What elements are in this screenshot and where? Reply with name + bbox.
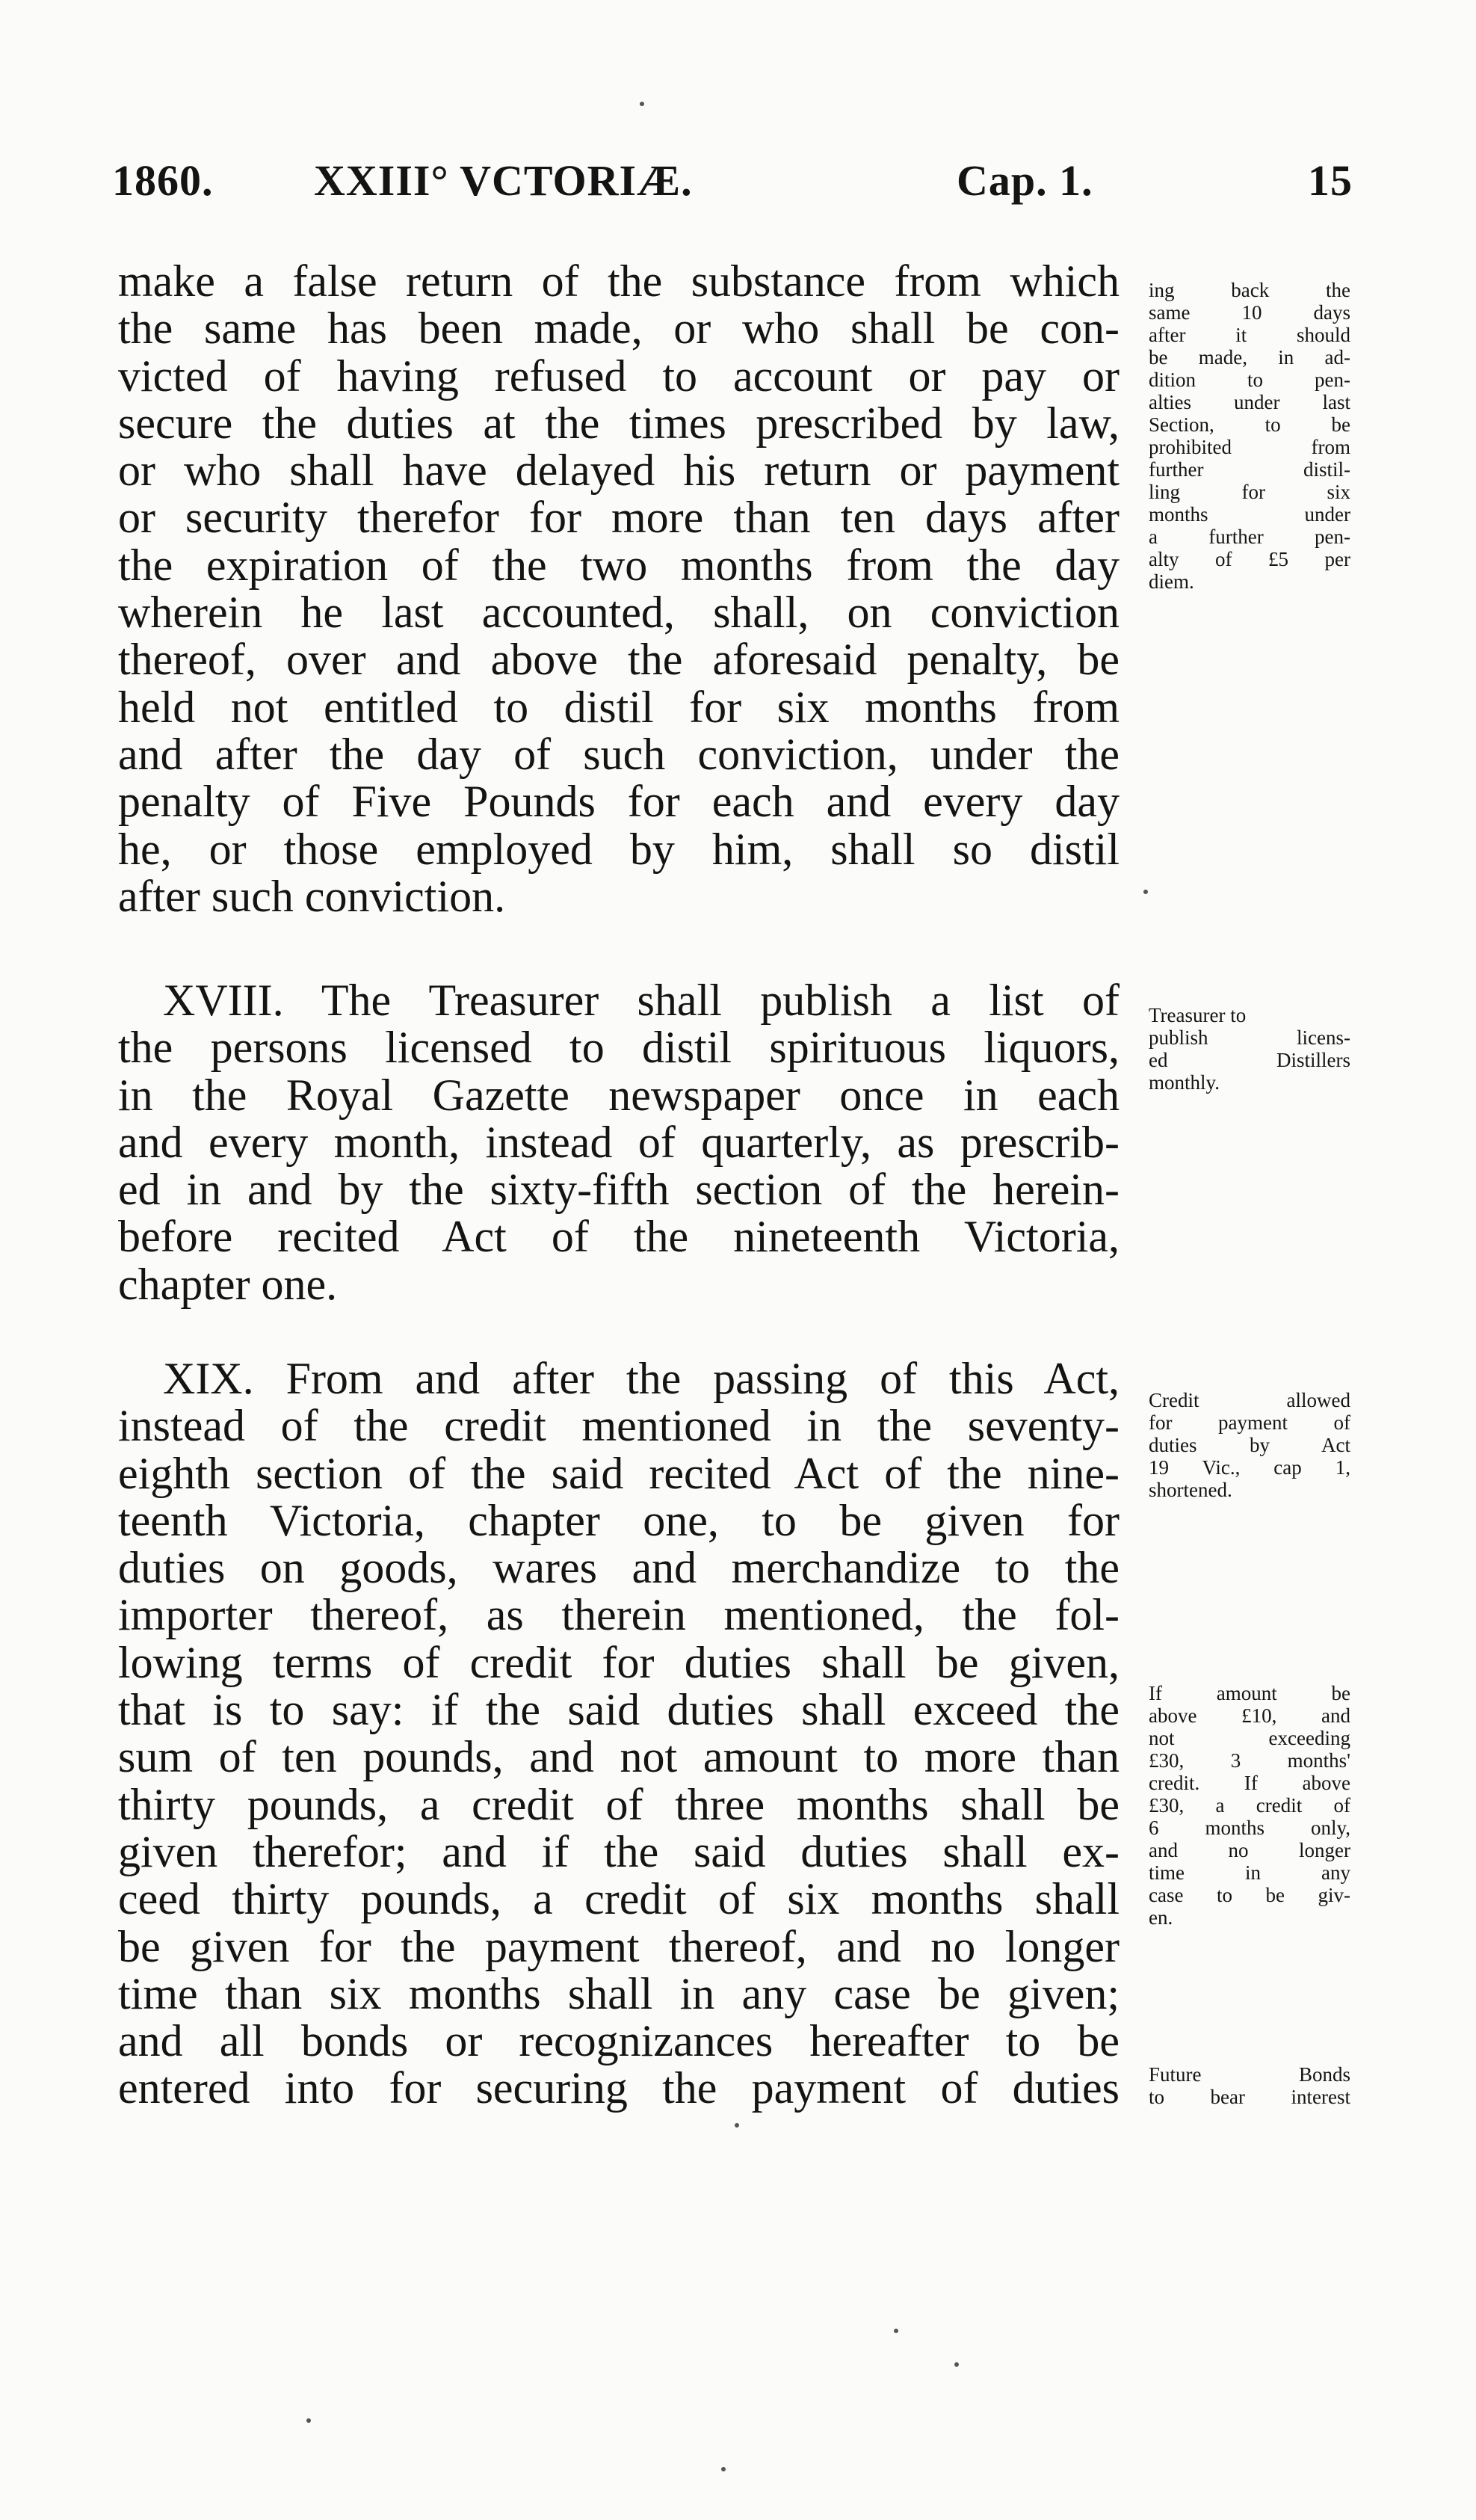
text-line: be given for the payment thereof, and no longer (118, 1921, 1120, 1971)
note-line: alties under last (1149, 391, 1350, 413)
header-year: 1860. (112, 156, 214, 205)
note-line: a further pen- (1149, 526, 1350, 548)
text-line: XVIII. The Treasurer shall publish a list of (163, 976, 1120, 1025)
text-line: ceed thirty pounds, a credit of six months shall (118, 1874, 1120, 1924)
note-line: further distil- (1149, 458, 1350, 481)
text-line: sum of ten pounds, and not amount to more than (118, 1732, 1120, 1782)
scan-speck (306, 2418, 311, 2423)
marginal-note-treasurer-publish (1149, 1004, 1350, 1094)
text-line: entered into for securing the payment of duties (118, 2063, 1120, 2113)
note-line: £30, 3 months' (1149, 1749, 1350, 1772)
note-line: If amount be (1149, 1682, 1350, 1704)
note-line: same 10 days (1149, 301, 1350, 324)
text-line: wherein he last accounted, shall, on conviction (118, 588, 1120, 638)
text-line: in the Royal Gazette newspaper once in each (118, 1070, 1120, 1120)
text-line: duties on goods, wares and merchandize to the (118, 1543, 1120, 1593)
text-line: or security therefor for more than ten days after (118, 493, 1120, 543)
note-line: Treasurer to (1149, 1004, 1247, 1026)
text-line: before recited Act of the nineteenth Victoria, (118, 1212, 1120, 1262)
note-line: time in any (1149, 1861, 1350, 1884)
note-line: Future Bonds (1149, 2063, 1350, 2086)
text-line: after such conviction. (118, 871, 506, 921)
note-line: en. (1149, 1906, 1173, 1929)
note-line: for payment of (1149, 1411, 1350, 1434)
running-header (112, 155, 1353, 215)
note-line: after it should (1149, 324, 1350, 346)
section-xviii (118, 977, 1120, 1308)
scan-speck (954, 2362, 959, 2367)
text-line: time than six months shall in any case be given; (118, 1968, 1120, 2018)
header-title: XXIII° VCTORIÆ. (314, 156, 693, 205)
note-line: alty of £5 per (1149, 548, 1350, 570)
text-line: and every month, instead of quarterly, as prescrib- (118, 1117, 1120, 1167)
text-line: held not entitled to distil for six months from (118, 682, 1120, 732)
note-line: publish licens- (1149, 1026, 1350, 1049)
note-line: above £10, and (1149, 1704, 1350, 1727)
text-line: given therefor; and if the said duties shall ex- (118, 1826, 1120, 1876)
note-line: prohibited from (1149, 436, 1350, 458)
text-line: ed in and by the sixty-fifth section of the herein- (118, 1165, 1120, 1215)
scan-speck (1143, 890, 1148, 894)
scan-speck (894, 2329, 898, 2333)
text-line: the same has been made, or who shall be con- (118, 304, 1120, 354)
section-xix (118, 1355, 1120, 2113)
text-line: secure the duties at the times prescribed by law, (118, 398, 1120, 448)
page-number: 15 (1308, 156, 1353, 205)
text-line: the persons licensed to distil spirituous liquors, (118, 1023, 1120, 1073)
section-continuation-paragraph (118, 258, 1120, 920)
note-line: ling for six (1149, 481, 1350, 503)
note-line: and no longer (1149, 1839, 1350, 1861)
note-line: dition to pen- (1149, 369, 1350, 391)
text-line: importer thereof, as therein mentioned, the fol- (118, 1590, 1120, 1640)
note-line: 6 months only, (1149, 1817, 1350, 1839)
text-line: and all bonds or recognizances hereafter to be (118, 2016, 1120, 2066)
note-line: Section, to be (1149, 413, 1350, 436)
text-line: victed of having refused to account or pay or (118, 351, 1120, 401)
note-line: duties by Act (1149, 1434, 1350, 1456)
note-line: case to be giv- (1149, 1884, 1350, 1906)
text-line: or who shall have delayed his return or payment (118, 446, 1120, 496)
text-line: XIX. From and after the passing of this Act, (163, 1354, 1120, 1403)
text-line: penalty of Five Pounds for each and every day (118, 777, 1120, 827)
note-line: ing back the (1149, 279, 1350, 301)
marginal-note-future-bonds (1149, 2063, 1350, 2108)
note-line: credit. If above (1149, 1772, 1350, 1794)
text-line: eighth section of the said recited Act of the nine- (118, 1448, 1120, 1498)
note-line: months under (1149, 503, 1350, 526)
text-line: chapter one. (118, 1259, 338, 1309)
note-line: 19 Vic., cap 1, (1149, 1456, 1350, 1479)
note-line: be made, in ad- (1149, 346, 1350, 369)
text-line: lowing terms of credit for duties shall be given, (118, 1637, 1120, 1687)
text-line: thereof, over and above the aforesaid penalty, be (118, 635, 1120, 685)
scan-speck (735, 2123, 739, 2128)
text-line: the expiration of the two months from the day (118, 540, 1120, 590)
text-line: and after the day of such conviction, under the (118, 729, 1120, 779)
scan-speck (721, 2467, 726, 2471)
marginal-note-credit-allowed (1149, 1389, 1350, 1501)
text-line: teenth Victoria, chapter one, to be given for (118, 1495, 1120, 1545)
note-line: to bear interest (1149, 2086, 1350, 2108)
text-line: make a false return of the substance from which (118, 256, 1120, 306)
text-line: instead of the credit mentioned in the seventy- (118, 1401, 1120, 1451)
note-line: Credit allowed (1149, 1389, 1350, 1411)
note-line: £30, a credit of (1149, 1794, 1350, 1817)
text-line: that is to say: if the said duties shall exceed the (118, 1685, 1120, 1735)
header-chapter: Cap. 1. (957, 156, 1093, 205)
text-line: he, or those employed by him, shall so distil (118, 824, 1120, 874)
note-line: monthly. (1149, 1071, 1220, 1094)
note-line: shortened. (1149, 1479, 1232, 1501)
scan-speck (640, 102, 644, 106)
text-line: thirty pounds, a credit of three months shall be (118, 1779, 1120, 1829)
note-line: not exceeding (1149, 1727, 1350, 1749)
note-line: ed Distillers (1149, 1049, 1350, 1071)
marginal-note-credit-terms (1149, 1682, 1350, 1929)
note-line: diem. (1149, 570, 1194, 593)
marginal-note-distilling-prohibition (1149, 279, 1350, 593)
